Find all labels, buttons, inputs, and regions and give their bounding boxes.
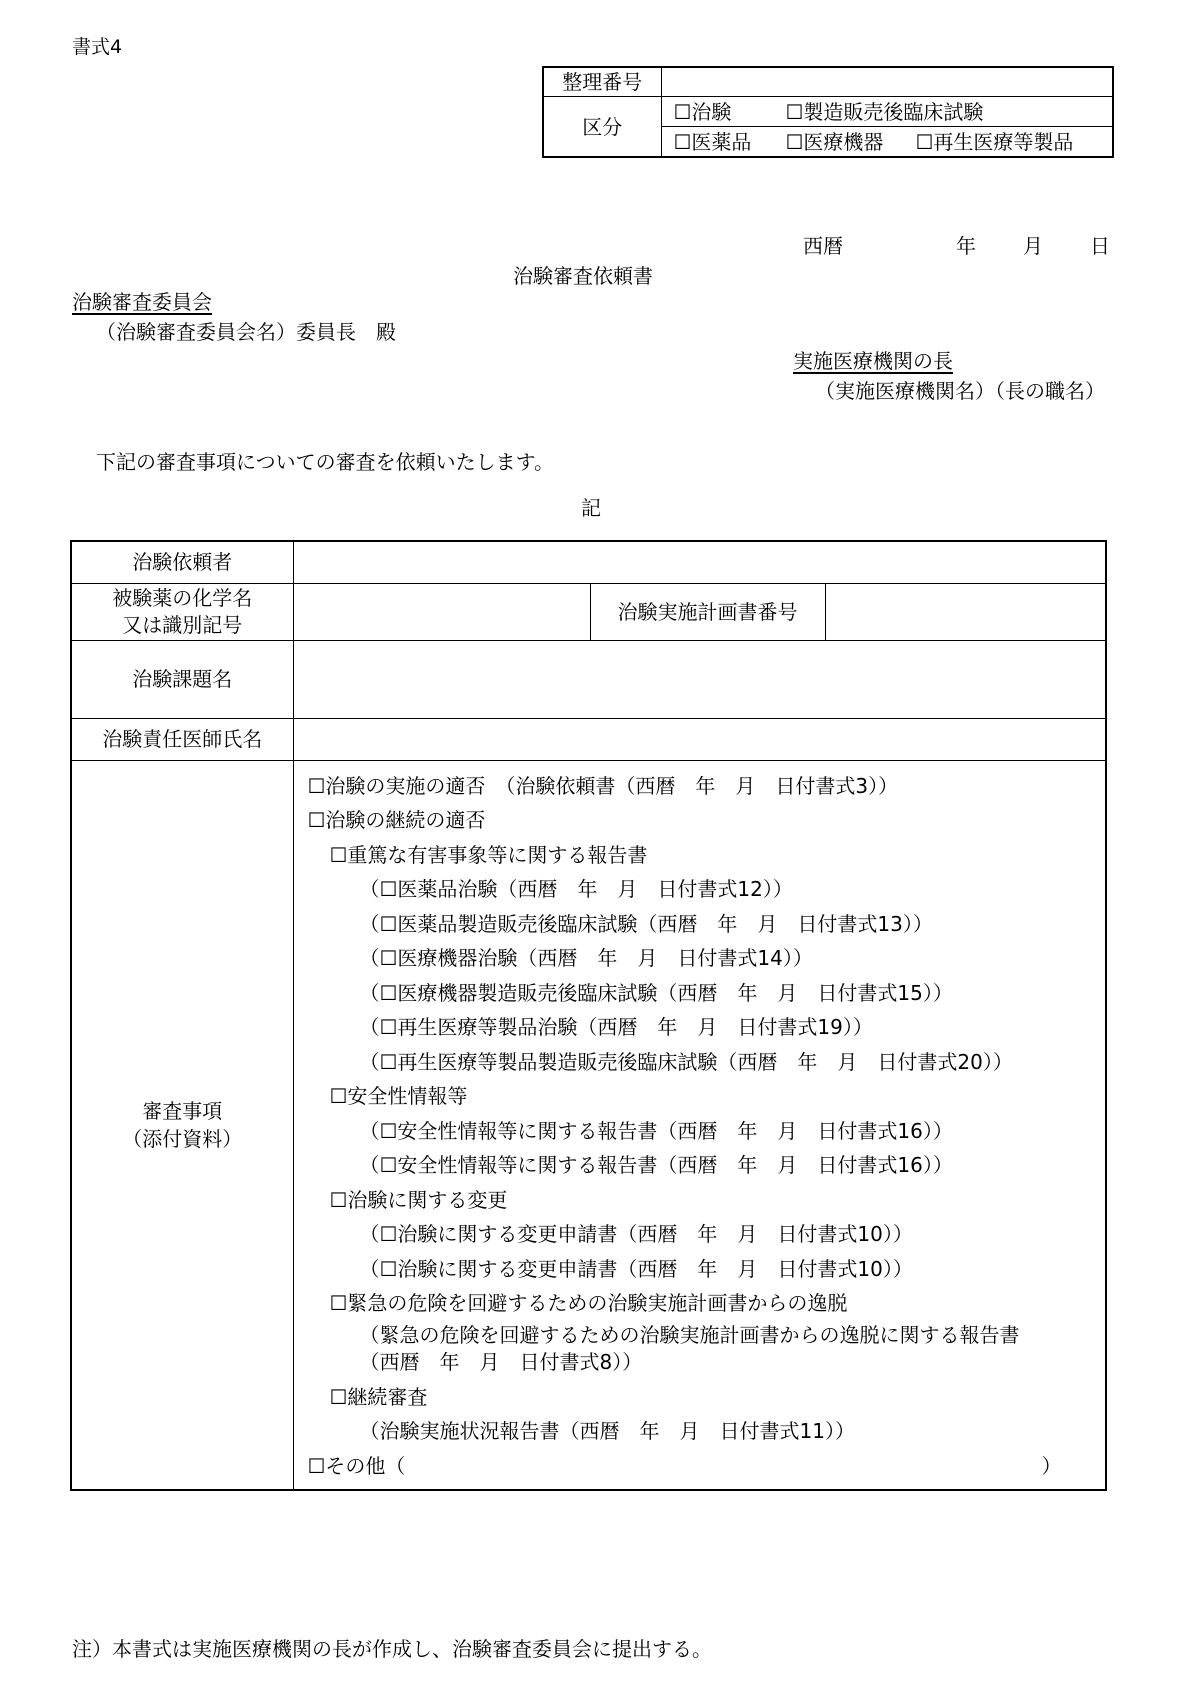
item-change-request-2[interactable]: （☐治験に関する変更申請書（西暦 年 月 日付書式10）） (359, 1256, 913, 1281)
item-device-post-marketing[interactable]: （☐医療機器製造販売後臨床試験（西暦 年 月 日付書式15）） (359, 980, 953, 1005)
ki-heading: 記 (581, 496, 601, 520)
addressee-committee: 治験審査委員会 (72, 290, 212, 314)
drug-name-label-line-1: 被験薬の化学名 (112, 585, 253, 610)
form-number: 書式4 (72, 36, 123, 58)
item-drug-trial[interactable]: （☐医薬品治験（西暦 年 月 日付書式12）） (359, 877, 793, 901)
footnote: 注）本書式は実施医療機関の長が作成し、治験審査委員会に提出する。 (72, 1637, 712, 1661)
protocol-number-field[interactable] (825, 583, 1106, 640)
date-era: 西暦 (803, 234, 843, 258)
drug-name-label (71, 583, 293, 640)
investigator-field[interactable] (293, 718, 1106, 760)
item-trial-change[interactable]: ☐治験に関する変更 (329, 1187, 508, 1212)
ref-number-label: 整理番号 (543, 67, 661, 97)
item-safety-info[interactable]: ☐安全性情報等 (329, 1084, 468, 1108)
item-continuing-review[interactable]: ☐継続審査 (329, 1384, 428, 1409)
review-items-label (71, 760, 293, 1490)
item-change-request-1[interactable]: （☐治験に関する変更申請書（西暦 年 月 日付書式10）） (359, 1222, 913, 1246)
item-other-label[interactable]: ☐その他（ (307, 1453, 406, 1478)
addressee-chair: （治験審査委員会名）委員長 殿 (96, 320, 396, 344)
date-year: 年 (956, 234, 976, 258)
document-title: 治験審査依頼書 (513, 264, 653, 288)
checkbox-post-marketing[interactable]: ☐製造販売後臨床試験 (785, 99, 984, 124)
review-items-list (293, 760, 1106, 1490)
ref-number-field[interactable] (661, 67, 1113, 97)
item-trial-continuation[interactable]: ☐治験の継続の適否 (307, 808, 486, 832)
investigator-label: 治験責任医師氏名 (71, 718, 293, 760)
checkbox-drug[interactable]: ☐医薬品 (673, 129, 752, 154)
item-regen-trial[interactable]: （☐再生医療等製品治験（西暦 年 月 日付書式19）） (359, 1015, 873, 1039)
drug-name-label-line-2: 又は識別記号 (122, 612, 243, 637)
item-serious-ae-report[interactable]: ☐重篤な有害事象等に関する報告書 (329, 842, 648, 867)
item-status-report: （治験実施状況報告書（西暦 年 月 日付書式11）） (359, 1419, 855, 1443)
item-emergency-deviation[interactable]: ☐緊急の危険を回避するための治験実施計画書からの逸脱 (329, 1291, 848, 1315)
drug-name-field[interactable] (293, 583, 590, 640)
checkbox-trial[interactable]: ☐治験 (673, 99, 732, 124)
sponsor-label: 治験依頼者 (71, 541, 293, 583)
trial-title-label: 治験課題名 (71, 640, 293, 718)
intro-text: 下記の審査事項についての審査を依頼いたします。 (96, 450, 554, 474)
ref-category-row-2 (661, 127, 1113, 158)
item-deviation-report: （緊急の危険を回避するための治験実施計画書からの逸脱に関する報告書 (359, 1322, 1020, 1347)
item-trial-implementation[interactable]: ☐治験の実施の適否 （治験依頼書（西暦 年 月 日付書式3）） (307, 773, 899, 798)
item-safety-report-2[interactable]: （☐安全性情報等に関する報告書（西暦 年 月 日付書式16）） (359, 1153, 953, 1177)
ref-category-label: 区分 (543, 97, 661, 158)
review-items-label-line-2: （添付資料） (122, 1126, 243, 1151)
checkbox-regen[interactable]: ☐再生医療等製品 (915, 129, 1074, 154)
trial-title-field[interactable] (293, 640, 1106, 718)
checkbox-device[interactable]: ☐医療機器 (785, 129, 884, 154)
item-deviation-report-date: （西暦 年 月 日付書式8）） (359, 1349, 643, 1374)
sponsor-field[interactable] (293, 541, 1106, 583)
item-other-close-paren: ） (1041, 1453, 1062, 1478)
ref-category-row-1 (661, 97, 1113, 127)
item-device-trial[interactable]: （☐医療機器治験（西暦 年 月 日付書式14）） (359, 946, 813, 970)
reference-box (542, 66, 1114, 158)
item-drug-post-marketing[interactable]: （☐医薬品製造販売後臨床試験（西暦 年 月 日付書式13）） (359, 911, 933, 936)
item-regen-post-marketing[interactable]: （☐再生医療等製品製造販売後臨床試験（西暦 年 月 日付書式20）） (359, 1049, 1013, 1074)
date-day: 日 (1090, 234, 1110, 258)
review-items-label-line-1: 審査事項 (142, 1098, 223, 1123)
sender-title: 実施医療機関の長 (793, 349, 953, 373)
request-table (70, 540, 1107, 1491)
sender-name: （実施医療機関名）（長の職名） (815, 379, 1105, 403)
item-other[interactable] (308, 1449, 1106, 1484)
item-safety-report-1[interactable]: （☐安全性情報等に関する報告書（西暦 年 月 日付書式16）） (359, 1118, 953, 1143)
date-month: 月 (1023, 234, 1043, 258)
protocol-number-label: 治験実施計画書番号 (590, 583, 825, 640)
